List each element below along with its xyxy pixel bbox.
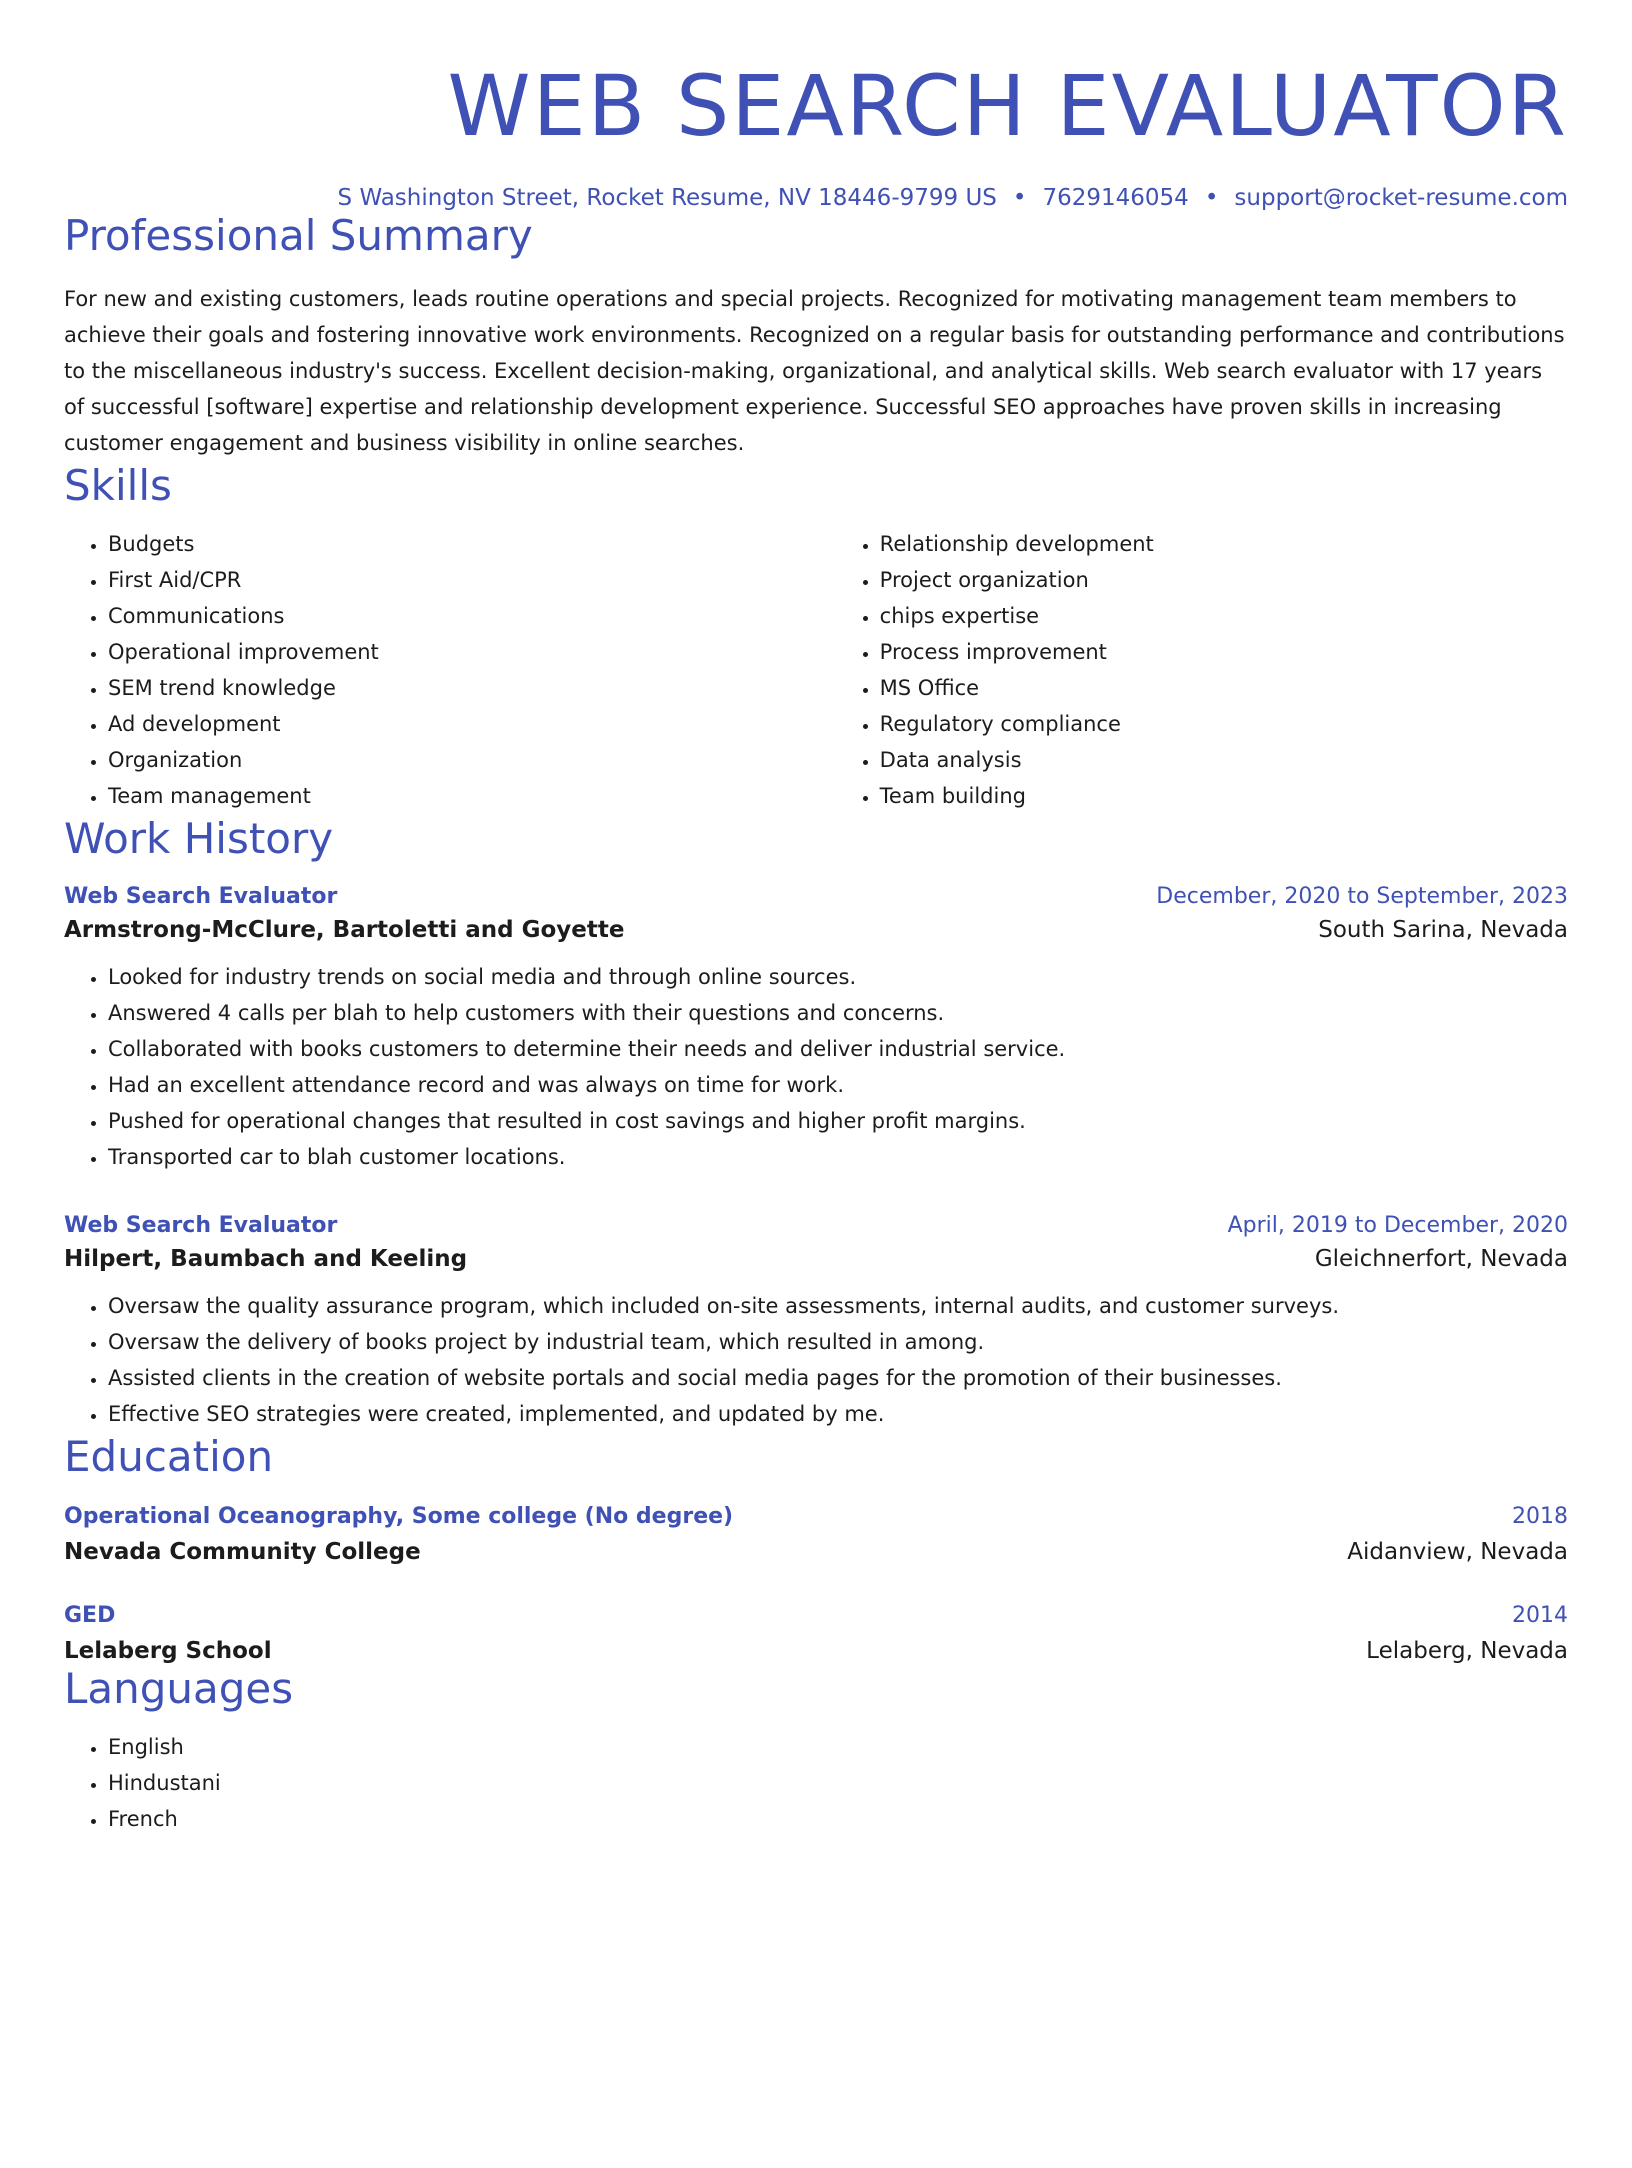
- job-entry: [64, 1213, 1568, 1432]
- skills-columns: [64, 526, 1568, 814]
- skill-item: • chips expertise: [880, 598, 1568, 634]
- job-company: Armstrong-McClure, Bartoletti and Goyette: [64, 916, 625, 943]
- job-header: [64, 884, 1568, 909]
- education-school: Nevada Community College: [64, 1539, 421, 1566]
- skill-item: • Process improvement: [880, 634, 1568, 670]
- education-entry: [64, 1504, 1568, 1565]
- skill-item: • Regulatory compliance: [880, 706, 1568, 742]
- skill-item: • Communications: [108, 598, 836, 634]
- skill-item: • MS Office: [880, 670, 1568, 706]
- education-subheader: [64, 1539, 1568, 1565]
- education-heading: Education: [64, 1431, 274, 1481]
- job-subheader: [64, 1246, 1568, 1272]
- job-bullet: • Assisted clients in the creation of website portals and social media pages for the promotion of their businesses.: [108, 1360, 1568, 1396]
- job-bullets: [64, 959, 1568, 1175]
- job-bullet: • Effective SEO strategies were created, implemented, and updated by me.: [108, 1396, 1568, 1432]
- work-history-heading: Work History: [64, 813, 334, 863]
- skill-item: • Team management: [108, 778, 836, 814]
- language-item: • English: [108, 1729, 1568, 1765]
- job-bullet: • Looked for industry trends on social media and through online sources.: [108, 959, 1568, 995]
- job-bullet: • Oversaw the quality assurance program, which included on-site assessments, internal audits, and customer surveys.: [108, 1288, 1568, 1324]
- contact-address: S Washington Street, Rocket Resume, NV 18446-9799 US: [337, 184, 997, 211]
- education-degree: GED: [64, 1603, 116, 1629]
- skill-item: • SEM trend knowledge: [108, 670, 836, 706]
- job-title: Web Search Evaluator: [64, 883, 338, 909]
- contact-phone: 7629146054: [1042, 184, 1189, 211]
- education-year: 2014: [1512, 1603, 1568, 1629]
- skill-item: • Project organization: [880, 562, 1568, 598]
- skill-item: • First Aid/CPR: [108, 562, 836, 598]
- languages-heading: Languages: [64, 1664, 294, 1714]
- job-subheader: [64, 917, 1568, 943]
- resume-title: WEB SEARCH EVALUATOR: [447, 57, 1568, 155]
- education-header: [64, 1504, 1568, 1529]
- skill-item: • Budgets: [108, 526, 836, 562]
- summary-text: For new and existing customers, leads routine operations and special projects. Recognized for motivating management team members to achieve their goals and fostering innovative work environments. Recognized on a regular basis for outstanding performance and contributions to the miscellaneous industry's success. Excellent decision-making, organizational, and analytical skills. Web search evaluator with 17 years of successful [software] expertise and relationship development experience. Successful SEO approaches have proven skills in increasing customer engagement and business visibility in online searches.: [64, 287, 1565, 456]
- job-bullet: • Transported car to blah customer locations.: [108, 1139, 1568, 1175]
- job-bullet: • Pushed for operational changes that resulted in cost savings and higher profit margins.: [108, 1103, 1568, 1139]
- education-subheader: [64, 1638, 1568, 1664]
- skill-item: • Ad development: [108, 706, 836, 742]
- contact-separator: •: [1204, 184, 1219, 211]
- job-bullet: • Oversaw the delivery of books project by industrial team, which resulted in among.: [108, 1324, 1568, 1360]
- education-year: 2018: [1512, 1504, 1568, 1530]
- education-location: Lelaberg, Nevada: [1366, 1638, 1568, 1665]
- job-dates: April, 2019 to December, 2020: [1227, 1212, 1568, 1238]
- skill-item: • Data analysis: [880, 742, 1568, 778]
- education-header: [64, 1603, 1568, 1628]
- job-location: Gleichnerfort, Nevada: [1314, 1245, 1568, 1272]
- education-entry: [64, 1603, 1568, 1664]
- education-degree: Operational Oceanography, Some college (No degree): [64, 1504, 734, 1530]
- skill-item: • Operational improvement: [108, 634, 836, 670]
- education-location: Aidanview, Nevada: [1347, 1539, 1568, 1566]
- skills-list-right: [836, 526, 1568, 814]
- job-company: Hilpert, Baumbach and Keeling: [64, 1245, 468, 1272]
- language-item: • French: [108, 1801, 1568, 1837]
- skill-item: • Organization: [108, 742, 836, 778]
- job-bullets: [64, 1288, 1568, 1432]
- resume-page: [0, 56, 1632, 1837]
- skills-list-left: [64, 526, 836, 814]
- skills-heading: Skills: [64, 461, 172, 511]
- contact-line: [64, 185, 1568, 211]
- job-entry: [64, 884, 1568, 1175]
- skill-item: • Relationship development: [880, 526, 1568, 562]
- contact-email: support@rocket-resume.com: [1234, 184, 1568, 211]
- languages-list: [64, 1729, 1568, 1837]
- job-header: [64, 1213, 1568, 1238]
- job-dates: December, 2020 to September, 2023: [1156, 883, 1568, 909]
- contact-separator: •: [1012, 184, 1027, 211]
- job-location: South Sarina, Nevada: [1318, 916, 1568, 943]
- skill-item: • Team building: [880, 778, 1568, 814]
- job-bullet: • Answered 4 calls per blah to help customers with their questions and concerns.: [108, 995, 1568, 1031]
- education-school: Lelaberg School: [64, 1638, 272, 1665]
- job-bullet: • Had an excellent attendance record and was always on time for work.: [108, 1067, 1568, 1103]
- job-title: Web Search Evaluator: [64, 1212, 338, 1238]
- job-bullet: • Collaborated with books customers to determine their needs and deliver industrial service.: [108, 1031, 1568, 1067]
- language-item: • Hindustani: [108, 1765, 1568, 1801]
- summary-heading: Professional Summary: [64, 210, 533, 260]
